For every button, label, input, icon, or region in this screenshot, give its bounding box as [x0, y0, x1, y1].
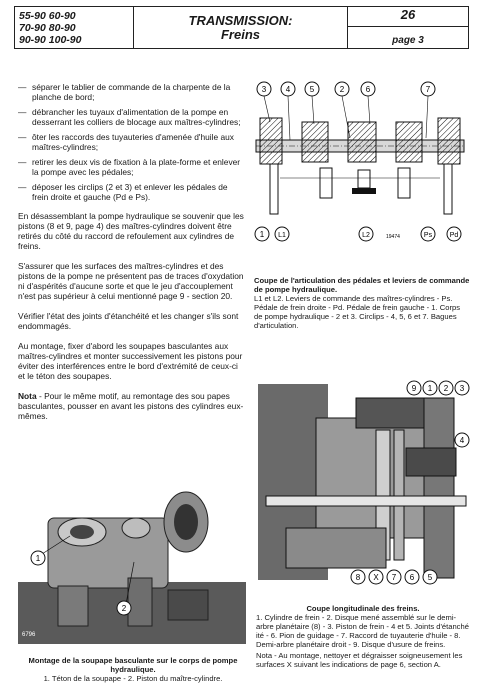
note-label: Nota: [18, 391, 37, 401]
page-subtitle: Freins: [220, 26, 260, 42]
callout-top: [421, 82, 435, 96]
model-line: 90-90 100-90: [19, 33, 82, 46]
svg-text:5: 5: [309, 85, 315, 94]
brake-section-diagram: [256, 378, 470, 590]
callout-top: [361, 82, 375, 96]
callout: [31, 551, 45, 565]
bullet-item: — séparer le tablier de commande de la charpente de la planche de bord;: [18, 82, 231, 102]
figure-ref: 19474: [386, 234, 400, 240]
callout-top: [439, 381, 453, 395]
paragraph: Au montage, fixer d'abord les soupapes basculantes aux maîtres-cylindres et monter successivement les pistons pour éviter des interférences entre le bord d'extrémité de ceux-ci et le téton des soupapes.: [18, 341, 243, 381]
figure-caption: [256, 604, 470, 669]
bullet-text: déposer les circlips (2 et 3) et enlever les pédales de frein droite et gauche (Pd e Ps).: [32, 182, 228, 202]
page-title: TRANSMISSION:: [188, 12, 293, 28]
caption-body: 1. Cylindre de frein - 2. Disque mené assemblé sur le demi-arbre planétaire (8) - 3. Piston de frein - 4 et 5. Joints d'étanché ité - 6. Pion de guidage - 7. Raccord de tuyauterie d'huile - 8. Demi-arbre planétaire droit - 9. Disque d'usure de freins.: [256, 613, 469, 649]
svg-text:4: 4: [285, 85, 291, 94]
paragraph: Vérifier l'état des joints d'étanchéité et les changer s'ils sont endommagés.: [18, 311, 239, 331]
pedal-articulation-diagram: [250, 78, 472, 250]
callout-top: [335, 82, 349, 96]
callout-bottom: [275, 227, 289, 241]
bullet-item: — déposer les circlips (2 et 3) et enlever les pédales de frein droite et gauche (Pd e Ps).: [18, 182, 228, 202]
caption-title: Coupe de l'articulation des pédales et leviers de commande de pompe hydraulique.: [254, 276, 470, 294]
figure-ref: 6796: [22, 632, 36, 638]
callout-bottom: [255, 227, 269, 241]
valve-mounting-photo: [18, 478, 246, 644]
caption-title: Coupe longitudinale des freins.: [306, 604, 420, 613]
model-line: 70-90 80-90: [19, 21, 76, 34]
paragraph: S'assurer que les surfaces des maîtres-cylindres et des pistons de la pompe ne présentent pas de traces d'oxydation ni d'aspérités d'aucune sorte et que le jeu d'accouplement n'est pas supérieur à celui mentionné page 9 - section 20.: [18, 261, 244, 301]
svg-text:7: 7: [425, 85, 431, 94]
svg-text:6: 6: [365, 85, 371, 94]
bullet-item: — retirer les deux vis de fixation à la plate-forme et enlever la pompe avec les pédales;: [18, 157, 241, 177]
paragraph: En désassemblant la pompe hydraulique se souvenir que les pistons (8 et 9, page 4) des maîtres-cylindres doivent être retirés du côté du raccord de refoulement aux cylindres de freins.: [18, 211, 244, 251]
svg-text:L1: L1: [278, 232, 286, 239]
bullet-text: retirer les deux vis de fixation à la plate-forme et enlever la pompe avec les pédales;: [32, 157, 241, 177]
svg-text:8: 8: [355, 573, 361, 582]
callout-top: [455, 381, 469, 395]
svg-text:7: 7: [391, 573, 397, 582]
callout-top: [257, 82, 271, 96]
bullet-item: — ôter les raccords des tuyauteries d'amenée d'huile aux maîtres-cylindres;: [18, 132, 234, 152]
svg-text:4: 4: [459, 436, 465, 445]
svg-text:2: 2: [443, 384, 449, 393]
section-number: 26: [348, 7, 468, 27]
svg-text:1: 1: [259, 230, 265, 239]
callout-bottom: [447, 227, 461, 241]
caption-title: Montage de la soupape basculante sur le corps de pompe hydraulique.: [28, 656, 238, 674]
callout-top: [423, 381, 437, 395]
svg-text:3: 3: [261, 85, 267, 94]
page-label: page 3: [392, 35, 424, 46]
callout-bottom: [405, 570, 419, 584]
callout-bottom: [369, 570, 383, 584]
callout-side: [455, 433, 469, 447]
svg-text:L2: L2: [362, 232, 370, 239]
model-list: [15, 7, 134, 49]
figure-caption: [254, 276, 470, 330]
bullet-item: — débrancher les tuyaux d'alimentation de la pompe en desserrant les colliers de blocage aux maîtres-cylindres;: [18, 107, 241, 127]
svg-text:1: 1: [427, 384, 433, 393]
caption-note: Nota - Au montage, nettoyer et dégraisser soigneusement les surfaces X suivant les indications de page 6, section A.: [256, 651, 463, 669]
bullet-text: ôter les raccords des tuyauteries d'amenée d'huile aux maîtres-cylindres;: [32, 132, 234, 152]
callout-bottom: [387, 570, 401, 584]
left-text-column: [18, 82, 246, 429]
bullet-text: débrancher les tuyaux d'alimentation de la pompe en desserrant les colliers de blocage aux maîtres-cylindres;: [32, 107, 241, 127]
page-number-block: [348, 7, 469, 49]
title-block: [134, 7, 348, 49]
callout-bottom: [423, 570, 437, 584]
svg-text:1: 1: [35, 554, 41, 563]
svg-text:Pd: Pd: [449, 232, 459, 239]
svg-text:X: X: [373, 573, 379, 582]
callout-bottom: [351, 570, 365, 584]
page-header: [14, 6, 469, 49]
svg-text:2: 2: [339, 85, 345, 94]
svg-text:3: 3: [459, 384, 465, 393]
caption-body: 1. Téton de la soupape - 2. Piston du maître-cylindre.: [43, 674, 223, 683]
caption-body: L1 et L2. Leviers de commande des maîtres-cylindres - Ps. Pédale de frein droite - Pd. Pédale de frein gauche - 1. Corps de pompe hydraulique - 2 et 3. Circlips - 4, 5, 6 et 7. Bagues d'articulation.: [254, 294, 460, 330]
model-line: 55-90 60-90: [19, 9, 76, 22]
callout-top: [305, 82, 319, 96]
callout: [117, 601, 131, 615]
svg-text:5: 5: [427, 573, 433, 582]
svg-text:9: 9: [411, 384, 417, 393]
figure-ref: 18867: [264, 580, 278, 586]
svg-text:6: 6: [409, 573, 415, 582]
figure-caption: [22, 656, 244, 683]
callout-bottom: [359, 227, 373, 241]
callout-top: [407, 381, 421, 395]
bullet-text: séparer le tablier de commande de la charpente de la planche de bord;: [32, 82, 231, 102]
note-text: - Pour le même motif, au remontage des sou papes basculantes, pousser en avant les pistons des cylindres eux-mêmes.: [18, 391, 244, 421]
svg-text:2: 2: [121, 604, 127, 613]
note-paragraph: [18, 391, 246, 421]
callout-top: [281, 82, 295, 96]
callout-bottom: [421, 227, 435, 241]
svg-text:Ps: Ps: [423, 232, 433, 239]
